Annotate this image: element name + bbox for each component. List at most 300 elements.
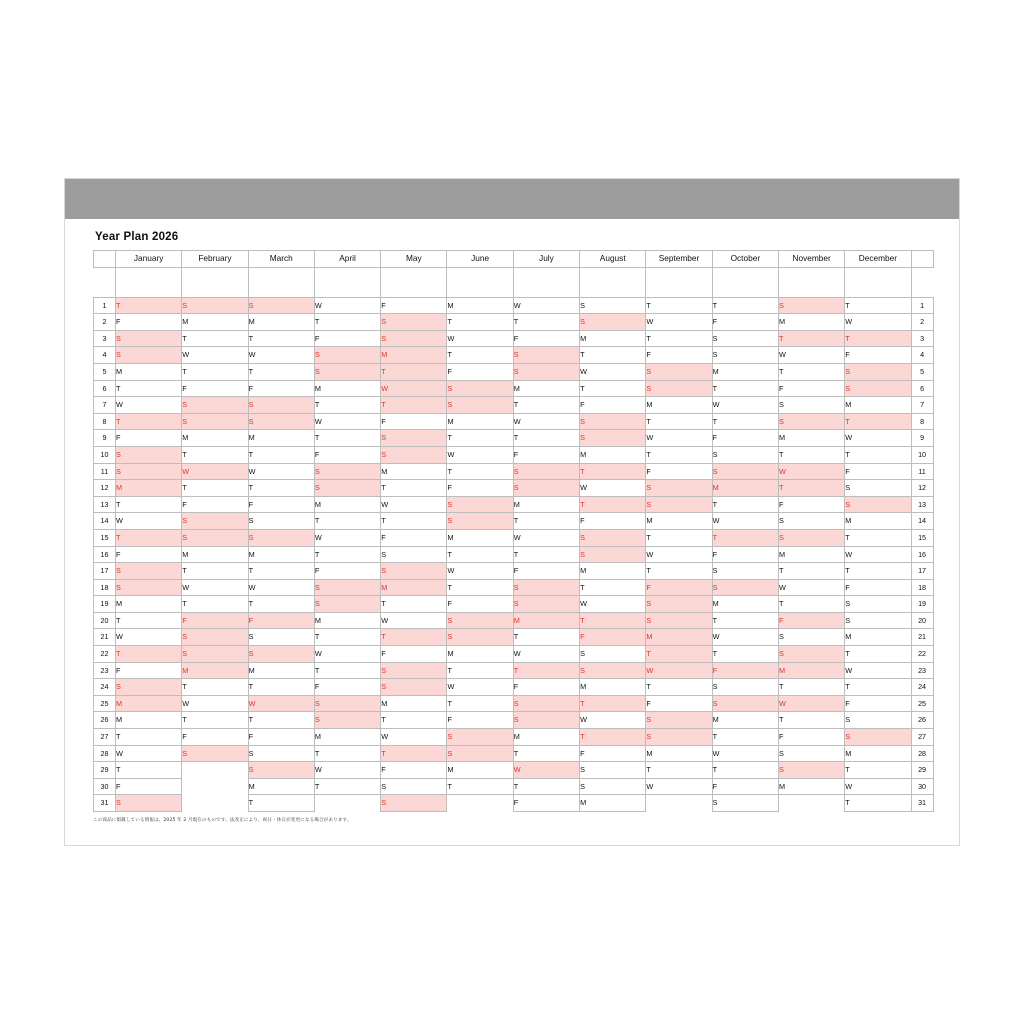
day-cell[interactable]: S — [778, 745, 844, 762]
day-cell[interactable]: M — [845, 745, 911, 762]
day-cell[interactable]: W — [845, 314, 911, 331]
day-cell[interactable]: W — [778, 347, 844, 364]
day-cell[interactable]: M — [116, 695, 182, 712]
day-cell[interactable]: T — [116, 297, 182, 314]
day-cell[interactable]: W — [447, 563, 513, 580]
day-cell[interactable]: F — [712, 430, 778, 447]
day-cell[interactable]: S — [116, 446, 182, 463]
day-cell[interactable]: S — [381, 430, 447, 447]
day-cell[interactable]: T — [116, 646, 182, 663]
day-cell[interactable]: T — [580, 612, 646, 629]
day-cell[interactable]: S — [580, 762, 646, 779]
day-cell[interactable]: S — [778, 513, 844, 530]
day-cell[interactable]: T — [381, 513, 447, 530]
day-cell[interactable]: F — [314, 679, 380, 696]
day-cell[interactable]: S — [116, 347, 182, 364]
day-cell[interactable]: M — [845, 397, 911, 414]
day-cell[interactable]: S — [314, 480, 380, 497]
day-cell[interactable]: W — [248, 463, 314, 480]
day-cell[interactable]: S — [646, 729, 712, 746]
day-cell[interactable]: M — [778, 778, 844, 795]
day-cell[interactable]: T — [646, 446, 712, 463]
day-cell[interactable]: W — [646, 778, 712, 795]
day-cell[interactable]: W — [314, 646, 380, 663]
day-cell[interactable]: M — [845, 513, 911, 530]
day-cell[interactable]: M — [447, 413, 513, 430]
day-cell[interactable]: W — [646, 546, 712, 563]
day-cell[interactable]: M — [845, 629, 911, 646]
day-cell[interactable]: T — [712, 496, 778, 513]
day-cell[interactable]: W — [845, 778, 911, 795]
day-cell[interactable]: F — [712, 314, 778, 331]
day-cell[interactable]: F — [248, 612, 314, 629]
day-cell[interactable]: T — [646, 297, 712, 314]
day-cell[interactable]: F — [447, 596, 513, 613]
day-cell[interactable]: W — [116, 629, 182, 646]
day-cell[interactable]: S — [381, 563, 447, 580]
day-cell[interactable]: F — [580, 397, 646, 414]
day-cell[interactable]: T — [182, 679, 248, 696]
day-cell[interactable]: S — [513, 579, 579, 596]
day-cell[interactable]: W — [513, 646, 579, 663]
day-cell[interactable]: S — [248, 529, 314, 546]
day-cell[interactable]: S — [248, 397, 314, 414]
day-cell[interactable]: T — [314, 745, 380, 762]
day-cell[interactable]: M — [381, 579, 447, 596]
day-cell[interactable]: W — [116, 745, 182, 762]
day-cell[interactable]: T — [712, 413, 778, 430]
day-cell[interactable]: F — [646, 579, 712, 596]
day-cell[interactable]: S — [248, 297, 314, 314]
day-cell[interactable]: W — [182, 579, 248, 596]
day-cell[interactable]: S — [314, 596, 380, 613]
day-cell[interactable]: M — [580, 563, 646, 580]
day-cell[interactable]: F — [182, 496, 248, 513]
day-cell[interactable]: W — [845, 662, 911, 679]
day-cell[interactable]: F — [845, 579, 911, 596]
day-cell[interactable]: T — [314, 662, 380, 679]
notes-cell[interactable] — [845, 267, 911, 297]
day-cell[interactable]: T — [182, 596, 248, 613]
day-cell[interactable]: M — [248, 662, 314, 679]
day-cell[interactable]: W — [248, 695, 314, 712]
day-cell[interactable]: M — [580, 795, 646, 812]
day-cell[interactable]: T — [182, 363, 248, 380]
day-cell[interactable]: S — [778, 397, 844, 414]
day-cell[interactable]: S — [447, 380, 513, 397]
day-cell[interactable]: T — [182, 330, 248, 347]
day-cell[interactable]: M — [381, 347, 447, 364]
day-cell[interactable]: M — [646, 745, 712, 762]
day-cell[interactable]: T — [447, 430, 513, 447]
day-cell[interactable]: M — [182, 546, 248, 563]
day-cell[interactable]: W — [381, 496, 447, 513]
day-cell[interactable]: F — [248, 380, 314, 397]
notes-cell[interactable] — [447, 267, 513, 297]
day-cell[interactable]: F — [314, 330, 380, 347]
day-cell[interactable]: M — [712, 363, 778, 380]
day-cell[interactable]: F — [513, 679, 579, 696]
day-cell[interactable]: M — [778, 430, 844, 447]
day-cell[interactable]: S — [778, 762, 844, 779]
day-cell[interactable]: F — [845, 695, 911, 712]
day-cell[interactable]: T — [248, 480, 314, 497]
day-cell[interactable]: T — [447, 662, 513, 679]
day-cell[interactable]: W — [116, 513, 182, 530]
day-cell[interactable]: M — [116, 712, 182, 729]
day-cell[interactable]: T — [381, 397, 447, 414]
day-cell[interactable]: F — [513, 563, 579, 580]
day-cell[interactable]: F — [447, 363, 513, 380]
day-cell[interactable]: T — [381, 629, 447, 646]
day-cell[interactable]: F — [381, 297, 447, 314]
day-cell[interactable]: S — [778, 529, 844, 546]
day-cell[interactable]: S — [116, 330, 182, 347]
notes-cell[interactable] — [712, 267, 778, 297]
day-cell[interactable]: S — [447, 496, 513, 513]
day-cell[interactable]: F — [712, 546, 778, 563]
day-cell[interactable]: T — [447, 778, 513, 795]
day-cell[interactable]: S — [712, 330, 778, 347]
day-cell[interactable]: S — [778, 646, 844, 663]
day-cell[interactable]: F — [646, 347, 712, 364]
day-cell[interactable]: M — [447, 297, 513, 314]
notes-cell[interactable] — [314, 267, 380, 297]
day-cell[interactable]: W — [712, 513, 778, 530]
day-cell[interactable]: M — [381, 463, 447, 480]
day-cell[interactable]: M — [314, 612, 380, 629]
day-cell[interactable]: M — [116, 480, 182, 497]
day-cell[interactable]: S — [513, 347, 579, 364]
day-cell[interactable]: F — [116, 662, 182, 679]
day-cell[interactable]: W — [381, 380, 447, 397]
day-cell[interactable]: S — [712, 563, 778, 580]
day-cell[interactable]: S — [116, 463, 182, 480]
day-cell[interactable]: W — [712, 629, 778, 646]
day-cell[interactable]: T — [248, 363, 314, 380]
day-cell[interactable]: F — [116, 546, 182, 563]
day-cell[interactable]: S — [447, 745, 513, 762]
day-cell[interactable]: S — [447, 513, 513, 530]
day-cell[interactable]: S — [116, 563, 182, 580]
day-cell[interactable]: T — [580, 729, 646, 746]
day-cell[interactable]: T — [580, 380, 646, 397]
day-cell[interactable]: T — [712, 729, 778, 746]
day-cell[interactable]: S — [513, 463, 579, 480]
day-cell[interactable]: W — [778, 579, 844, 596]
day-cell[interactable]: W — [513, 529, 579, 546]
day-cell[interactable]: W — [314, 413, 380, 430]
day-cell[interactable]: S — [646, 712, 712, 729]
day-cell[interactable]: T — [580, 579, 646, 596]
day-cell[interactable]: S — [513, 363, 579, 380]
day-cell[interactable]: T — [381, 745, 447, 762]
day-cell[interactable]: T — [513, 745, 579, 762]
day-cell[interactable]: F — [845, 463, 911, 480]
day-cell[interactable]: S — [182, 745, 248, 762]
day-cell[interactable]: S — [712, 795, 778, 812]
day-cell[interactable]: W — [314, 762, 380, 779]
day-cell[interactable]: F — [778, 729, 844, 746]
day-cell[interactable]: S — [580, 297, 646, 314]
day-cell[interactable]: F — [116, 314, 182, 331]
day-cell[interactable]: M — [646, 629, 712, 646]
day-cell[interactable]: W — [381, 729, 447, 746]
day-cell[interactable]: T — [845, 762, 911, 779]
day-cell[interactable]: S — [646, 380, 712, 397]
day-cell[interactable]: T — [646, 762, 712, 779]
day-cell[interactable]: W — [513, 413, 579, 430]
day-cell[interactable]: T — [845, 446, 911, 463]
day-cell[interactable]: T — [381, 596, 447, 613]
day-cell[interactable]: S — [182, 646, 248, 663]
day-cell[interactable]: W — [513, 297, 579, 314]
day-cell[interactable]: S — [447, 729, 513, 746]
day-cell[interactable]: S — [182, 529, 248, 546]
day-cell[interactable]: T — [513, 430, 579, 447]
day-cell[interactable]: M — [314, 380, 380, 397]
day-cell[interactable]: F — [712, 662, 778, 679]
day-cell[interactable]: T — [182, 563, 248, 580]
day-cell[interactable]: F — [712, 778, 778, 795]
day-cell[interactable]: F — [778, 496, 844, 513]
day-cell[interactable]: S — [182, 397, 248, 414]
day-cell[interactable]: S — [248, 646, 314, 663]
day-cell[interactable]: S — [580, 662, 646, 679]
day-cell[interactable]: W — [845, 430, 911, 447]
day-cell[interactable]: M — [513, 496, 579, 513]
day-cell[interactable]: S — [712, 579, 778, 596]
notes-cell[interactable] — [116, 267, 182, 297]
day-cell[interactable]: T — [248, 795, 314, 812]
day-cell[interactable]: W — [248, 347, 314, 364]
day-cell[interactable]: S — [778, 413, 844, 430]
day-cell[interactable]: T — [314, 397, 380, 414]
day-cell[interactable]: W — [116, 397, 182, 414]
day-cell[interactable]: M — [712, 712, 778, 729]
day-cell[interactable]: S — [248, 745, 314, 762]
day-cell[interactable]: T — [845, 679, 911, 696]
day-cell[interactable]: T — [314, 778, 380, 795]
day-cell[interactable]: T — [447, 314, 513, 331]
day-cell[interactable]: W — [845, 546, 911, 563]
day-cell[interactable]: S — [712, 695, 778, 712]
day-cell[interactable]: S — [646, 363, 712, 380]
day-cell[interactable]: F — [447, 480, 513, 497]
day-cell[interactable]: T — [845, 563, 911, 580]
day-cell[interactable]: S — [381, 778, 447, 795]
day-cell[interactable]: S — [447, 612, 513, 629]
day-cell[interactable]: S — [580, 646, 646, 663]
day-cell[interactable]: S — [381, 314, 447, 331]
day-cell[interactable]: T — [182, 446, 248, 463]
day-cell[interactable]: S — [845, 496, 911, 513]
day-cell[interactable]: S — [314, 695, 380, 712]
day-cell[interactable]: F — [646, 695, 712, 712]
day-cell[interactable]: T — [447, 347, 513, 364]
day-cell[interactable]: M — [513, 729, 579, 746]
day-cell[interactable]: M — [513, 612, 579, 629]
day-cell[interactable]: T — [182, 712, 248, 729]
day-cell[interactable]: W — [182, 695, 248, 712]
day-cell[interactable]: S — [381, 795, 447, 812]
day-cell[interactable]: F — [248, 496, 314, 513]
day-cell[interactable]: M — [712, 596, 778, 613]
day-cell[interactable]: F — [513, 330, 579, 347]
day-cell[interactable]: T — [580, 347, 646, 364]
day-cell[interactable]: S — [778, 629, 844, 646]
day-cell[interactable]: T — [314, 513, 380, 530]
day-cell[interactable]: W — [646, 430, 712, 447]
day-cell[interactable]: M — [116, 596, 182, 613]
day-cell[interactable]: T — [447, 546, 513, 563]
day-cell[interactable]: M — [314, 496, 380, 513]
day-cell[interactable]: T — [248, 679, 314, 696]
day-cell[interactable]: T — [248, 330, 314, 347]
day-cell[interactable]: W — [447, 330, 513, 347]
day-cell[interactable]: T — [778, 363, 844, 380]
day-cell[interactable]: T — [845, 330, 911, 347]
notes-cell[interactable] — [513, 267, 579, 297]
day-cell[interactable]: S — [447, 629, 513, 646]
day-cell[interactable]: T — [116, 413, 182, 430]
day-cell[interactable]: T — [248, 563, 314, 580]
day-cell[interactable]: M — [580, 330, 646, 347]
day-cell[interactable]: S — [778, 297, 844, 314]
day-cell[interactable]: S — [646, 612, 712, 629]
day-cell[interactable]: W — [182, 347, 248, 364]
day-cell[interactable]: T — [116, 612, 182, 629]
notes-cell[interactable] — [580, 267, 646, 297]
day-cell[interactable]: T — [646, 646, 712, 663]
day-cell[interactable]: T — [513, 513, 579, 530]
day-cell[interactable]: T — [778, 446, 844, 463]
day-cell[interactable]: F — [314, 563, 380, 580]
day-cell[interactable]: T — [513, 397, 579, 414]
day-cell[interactable]: S — [182, 297, 248, 314]
day-cell[interactable]: S — [447, 397, 513, 414]
day-cell[interactable]: S — [381, 330, 447, 347]
day-cell[interactable]: M — [778, 314, 844, 331]
day-cell[interactable]: M — [580, 679, 646, 696]
day-cell[interactable]: M — [314, 729, 380, 746]
day-cell[interactable]: S — [712, 679, 778, 696]
day-cell[interactable]: S — [314, 463, 380, 480]
day-cell[interactable]: W — [248, 579, 314, 596]
day-cell[interactable]: T — [580, 496, 646, 513]
notes-cell[interactable] — [381, 267, 447, 297]
day-cell[interactable]: W — [646, 314, 712, 331]
day-cell[interactable]: T — [513, 778, 579, 795]
day-cell[interactable]: W — [778, 463, 844, 480]
day-cell[interactable]: F — [447, 712, 513, 729]
day-cell[interactable]: W — [447, 446, 513, 463]
day-cell[interactable]: W — [580, 596, 646, 613]
day-cell[interactable]: T — [116, 729, 182, 746]
day-cell[interactable]: S — [580, 314, 646, 331]
day-cell[interactable]: M — [381, 695, 447, 712]
day-cell[interactable]: F — [778, 380, 844, 397]
day-cell[interactable]: F — [646, 463, 712, 480]
day-cell[interactable]: T — [845, 297, 911, 314]
day-cell[interactable]: T — [513, 662, 579, 679]
day-cell[interactable]: S — [513, 480, 579, 497]
day-cell[interactable]: M — [778, 662, 844, 679]
day-cell[interactable]: T — [580, 695, 646, 712]
day-cell[interactable]: S — [248, 513, 314, 530]
day-cell[interactable]: S — [646, 480, 712, 497]
day-cell[interactable]: M — [248, 430, 314, 447]
day-cell[interactable]: F — [314, 446, 380, 463]
notes-cell[interactable] — [778, 267, 844, 297]
day-cell[interactable]: W — [646, 662, 712, 679]
day-cell[interactable]: S — [712, 463, 778, 480]
day-cell[interactable]: M — [248, 314, 314, 331]
day-cell[interactable]: S — [381, 446, 447, 463]
day-cell[interactable]: T — [778, 679, 844, 696]
day-cell[interactable]: M — [447, 646, 513, 663]
day-cell[interactable]: S — [314, 712, 380, 729]
day-cell[interactable]: W — [712, 745, 778, 762]
day-cell[interactable]: T — [778, 330, 844, 347]
day-cell[interactable]: M — [182, 430, 248, 447]
notes-cell[interactable] — [646, 267, 712, 297]
day-cell[interactable]: M — [646, 513, 712, 530]
day-cell[interactable]: T — [646, 679, 712, 696]
day-cell[interactable]: M — [580, 446, 646, 463]
notes-cell[interactable] — [182, 267, 248, 297]
day-cell[interactable]: S — [845, 363, 911, 380]
day-cell[interactable]: T — [116, 529, 182, 546]
day-cell[interactable]: S — [314, 579, 380, 596]
day-cell[interactable]: T — [778, 563, 844, 580]
day-cell[interactable]: F — [381, 762, 447, 779]
day-cell[interactable]: S — [646, 596, 712, 613]
day-cell[interactable]: F — [116, 778, 182, 795]
day-cell[interactable]: W — [182, 463, 248, 480]
day-cell[interactable]: T — [646, 413, 712, 430]
day-cell[interactable]: F — [845, 347, 911, 364]
day-cell[interactable]: W — [580, 363, 646, 380]
day-cell[interactable]: S — [845, 612, 911, 629]
day-cell[interactable]: M — [712, 480, 778, 497]
day-cell[interactable]: W — [314, 529, 380, 546]
day-cell[interactable]: F — [513, 446, 579, 463]
day-cell[interactable]: W — [778, 695, 844, 712]
day-cell[interactable]: S — [381, 546, 447, 563]
day-cell[interactable]: W — [580, 712, 646, 729]
day-cell[interactable]: F — [116, 430, 182, 447]
day-cell[interactable]: S — [845, 712, 911, 729]
day-cell[interactable]: T — [712, 380, 778, 397]
day-cell[interactable]: T — [712, 762, 778, 779]
day-cell[interactable]: F — [580, 629, 646, 646]
day-cell[interactable]: T — [116, 380, 182, 397]
day-cell[interactable]: W — [712, 397, 778, 414]
day-cell[interactable]: S — [116, 579, 182, 596]
day-cell[interactable]: T — [314, 314, 380, 331]
day-cell[interactable]: S — [580, 413, 646, 430]
day-cell[interactable]: W — [381, 612, 447, 629]
day-cell[interactable]: S — [381, 679, 447, 696]
notes-cell[interactable] — [248, 267, 314, 297]
day-cell[interactable]: T — [447, 463, 513, 480]
day-cell[interactable]: F — [580, 513, 646, 530]
day-cell[interactable]: F — [778, 612, 844, 629]
day-cell[interactable]: T — [314, 629, 380, 646]
day-cell[interactable]: T — [513, 629, 579, 646]
day-cell[interactable]: T — [580, 463, 646, 480]
